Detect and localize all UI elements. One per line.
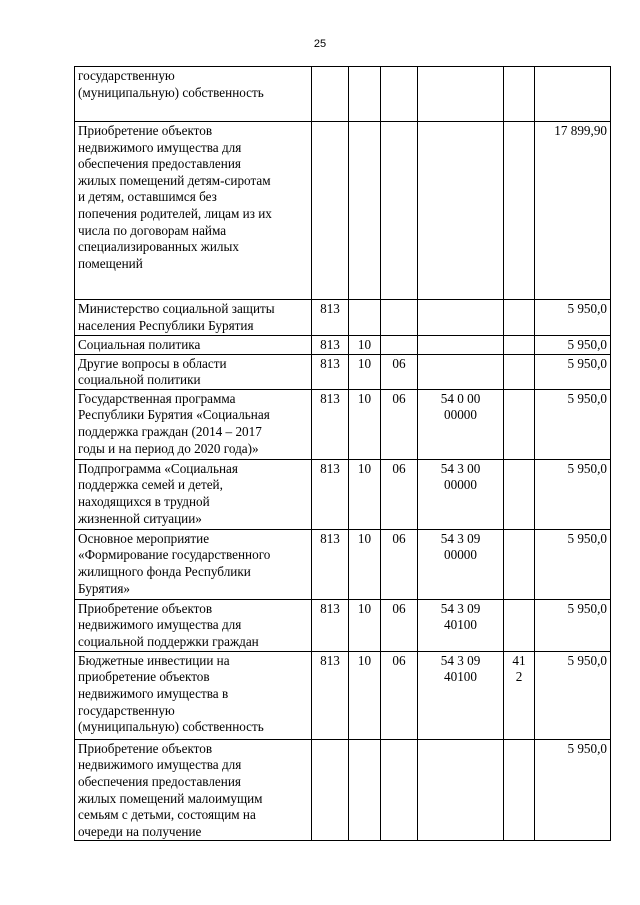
row-target [418,336,504,355]
row-target: 54 0 00 00000 [418,389,504,459]
table-row [75,529,611,599]
row-vr [504,354,535,389]
row-sum: 17 899,90 [535,122,611,300]
row-section [349,300,381,336]
row-name: Другие вопросы в области социальной политики [75,354,312,389]
row-subsection: 06 [381,354,418,389]
row-ministry [312,739,349,841]
row-subsection [381,67,418,122]
row-target: 54 3 09 40100 [418,599,504,651]
table-row [75,739,611,841]
row-section [349,67,381,122]
row-target: 54 3 00 00000 [418,459,504,529]
row-name: государственную (муниципальную) собственность [75,67,312,122]
row-subsection [381,122,418,300]
row-name: Подпрограмма «Социальная поддержка семей и детей, находящихся в трудной жизненной ситуации» [75,459,312,529]
row-sum: 5 950,0 [535,599,611,651]
row-name: Государственная программа Республики Бурятия «Социальная поддержка граждан (2014 – 2017 годы и на период до 2020 года)» [75,389,312,459]
row-ministry: 813 [312,529,349,599]
row-ministry: 813 [312,354,349,389]
table-row [75,122,611,300]
row-sum: 5 950,0 [535,336,611,355]
row-section: 10 [349,599,381,651]
row-subsection: 06 [381,459,418,529]
row-vr [504,599,535,651]
row-ministry [312,122,349,300]
table-row [75,67,611,122]
row-section: 10 [349,459,381,529]
row-subsection: 06 [381,389,418,459]
row-subsection: 06 [381,651,418,739]
row-section [349,739,381,841]
row-sum [535,67,611,122]
row-name: Приобретение объектов недвижимого имущества для социальной поддержки граждан [75,599,312,651]
row-vr [504,529,535,599]
row-ministry: 813 [312,459,349,529]
row-subsection: 06 [381,529,418,599]
row-section: 10 [349,529,381,599]
row-section: 10 [349,651,381,739]
row-name: Приобретение объектов недвижимого имущества для обеспечения предоставления жилых помещений детям-сиротам и детям, оставшимся без попечения родителей, лицам из их числа по договорам найма специализированных жилых помещений [75,122,312,300]
row-target [418,739,504,841]
table-row [75,336,611,355]
row-ministry: 813 [312,651,349,739]
row-sum: 5 950,0 [535,354,611,389]
row-name: Основное мероприятие «Формирование государственного жилищного фонда Республики Бурятия» [75,529,312,599]
row-ministry: 813 [312,336,349,355]
row-sum: 5 950,0 [535,389,611,459]
page-number: 25 [313,38,327,50]
table-row [75,599,611,651]
table-row [75,459,611,529]
row-vr [504,300,535,336]
row-vr [504,122,535,300]
row-sum: 5 950,0 [535,300,611,336]
row-vr [504,739,535,841]
row-name: Приобретение объектов недвижимого имущества для обеспечения предоставления жилых помещений малоимущим семьям с детьми, состоящим на очереди на получение [75,739,312,841]
row-section: 10 [349,336,381,355]
row-ministry: 813 [312,599,349,651]
row-target [418,122,504,300]
table-row [75,651,611,739]
row-ministry: 813 [312,300,349,336]
row-subsection [381,300,418,336]
row-sum: 5 950,0 [535,529,611,599]
row-vr [504,389,535,459]
row-vr [504,459,535,529]
row-sum: 5 950,0 [535,651,611,739]
row-target [418,67,504,122]
row-subsection [381,336,418,355]
row-sum: 5 950,0 [535,739,611,841]
row-subsection: 06 [381,599,418,651]
row-vr [504,67,535,122]
row-target: 54 3 09 40100 [418,651,504,739]
row-section: 10 [349,389,381,459]
row-vr [504,336,535,355]
row-vr: 41 2 [504,651,535,739]
row-target [418,354,504,389]
table-row [75,354,611,389]
row-ministry: 813 [312,389,349,459]
table-row [75,389,611,459]
row-name: Социальная политика [75,336,312,355]
row-ministry [312,67,349,122]
table-row [75,300,611,336]
row-name: Бюджетные инвестиции на приобретение объектов недвижимого имущества в государственную (муниципальную) собственность [75,651,312,739]
budget-table [74,66,611,841]
row-target [418,300,504,336]
row-target: 54 3 09 00000 [418,529,504,599]
row-sum: 5 950,0 [535,459,611,529]
row-subsection [381,739,418,841]
row-name: Министерство социальной защиты населения Республики Бурятия [75,300,312,336]
row-section: 10 [349,354,381,389]
row-section [349,122,381,300]
